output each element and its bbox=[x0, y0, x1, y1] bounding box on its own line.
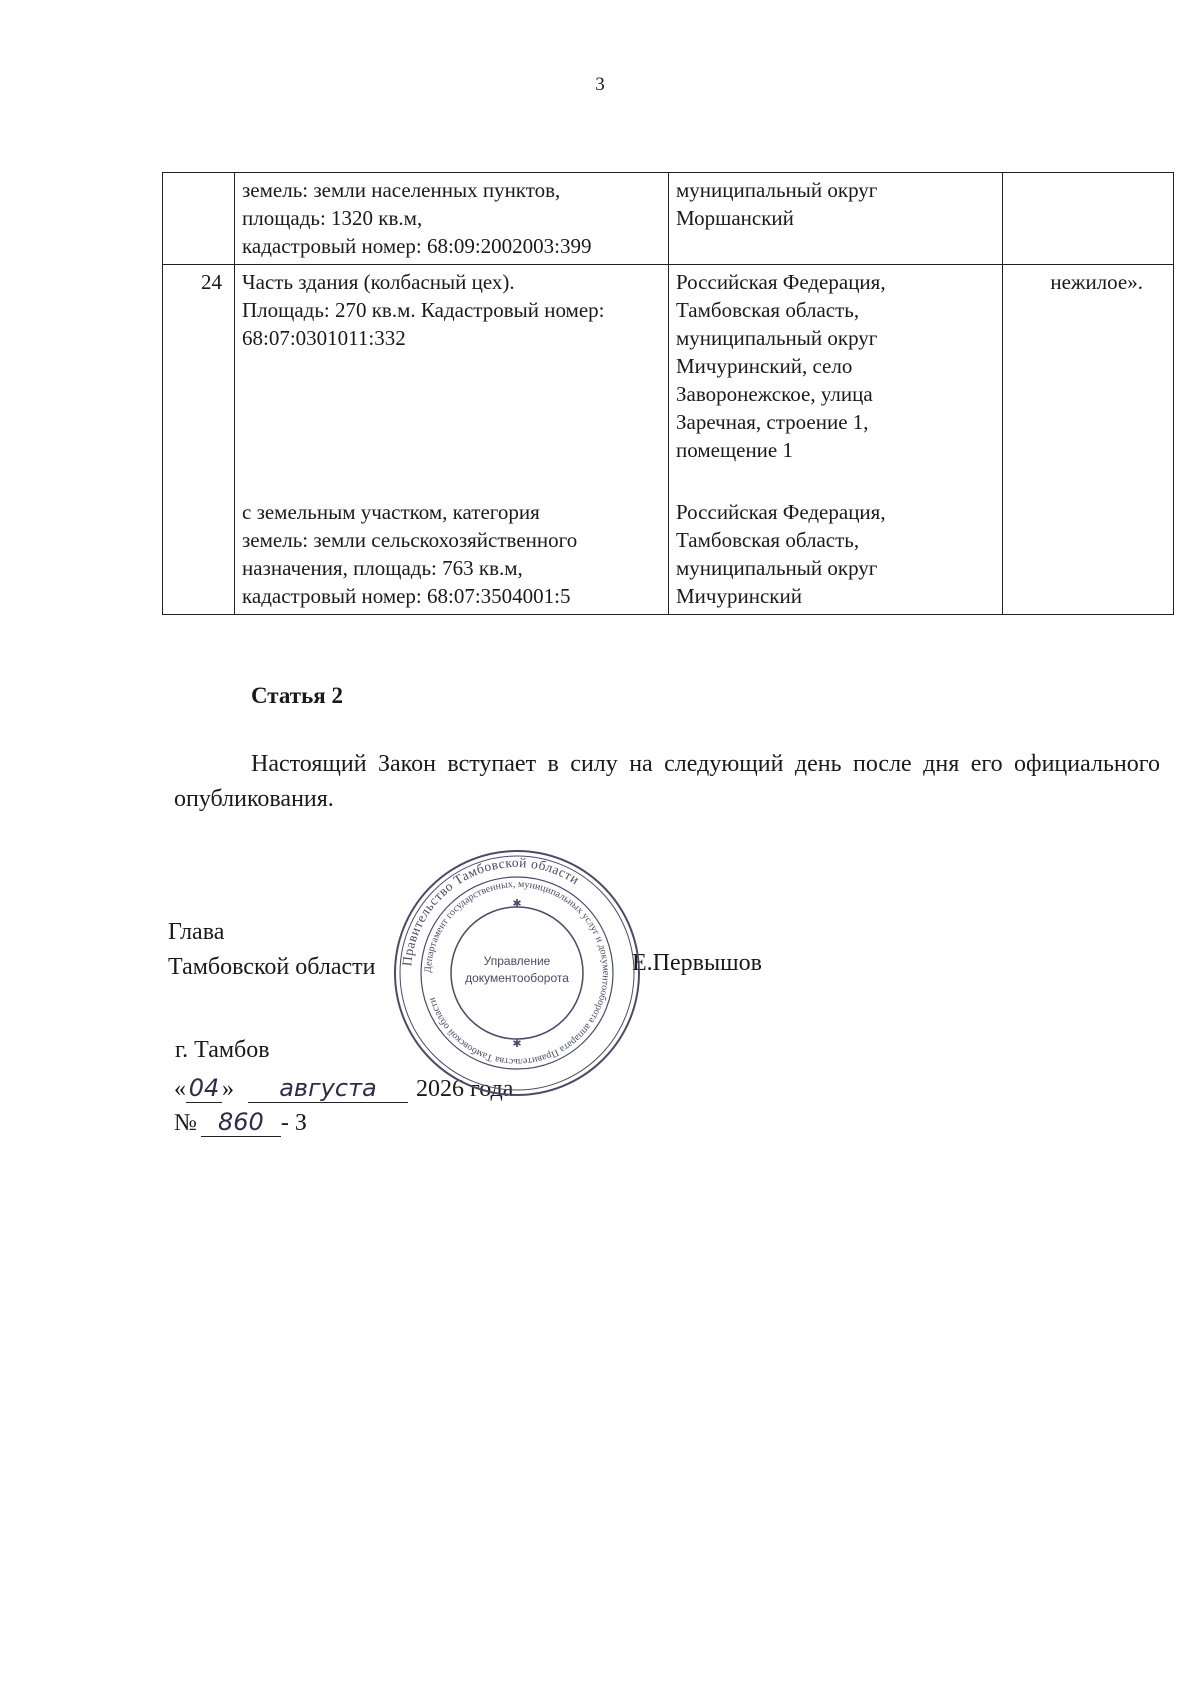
signer-title: Глава bbox=[168, 919, 225, 945]
table-row bbox=[163, 265, 1174, 615]
address-line: муниципальный округ bbox=[676, 326, 878, 350]
description-line: Площадь: 270 кв.м. Кадастровый номер: bbox=[242, 298, 605, 322]
official-stamp bbox=[392, 848, 642, 1098]
stamp-star-icon: ✱ bbox=[512, 898, 522, 910]
address-line: муниципальный округ bbox=[676, 556, 878, 580]
address-line: муниципальный округ bbox=[676, 178, 878, 202]
cell-object-type bbox=[1003, 173, 1174, 265]
address-line: Моршанский bbox=[676, 206, 794, 230]
article-text: Настоящий Закон вступает в силу на следующий день после дня его официального опубликования. bbox=[174, 751, 1160, 812]
spacer bbox=[242, 352, 662, 380]
number-sign: № bbox=[174, 1110, 197, 1136]
address-line: Мичуринский bbox=[676, 584, 802, 608]
description-line: земель: земли сельскохозяйственного bbox=[242, 528, 578, 552]
date-day: 04 bbox=[186, 1074, 222, 1103]
stamp-inner-text: Департамент государственных, муниципальных услуг и документооборота аппарата Правительства Тамбовской области bbox=[422, 878, 612, 1068]
table-row bbox=[163, 173, 1174, 265]
description-line: площадь: 1320 кв.м, bbox=[242, 206, 423, 230]
description-line: 68:07:0301011:332 bbox=[242, 326, 406, 350]
address-line: Заворонежское, улица bbox=[676, 382, 873, 406]
law-number bbox=[174, 1108, 307, 1137]
signer-region: Тамбовской области bbox=[168, 954, 376, 980]
spacer bbox=[242, 408, 662, 436]
date-open-quote: « bbox=[174, 1076, 186, 1102]
signature-position bbox=[168, 915, 375, 985]
law-number-value: 860 bbox=[201, 1108, 281, 1137]
address-line: Тамбовская область, bbox=[676, 528, 860, 552]
cell-number bbox=[163, 173, 235, 265]
stamp-star-icon-bottom: ✱ bbox=[512, 1038, 522, 1050]
stamp-outer-text: Правительство Тамбовской области bbox=[399, 854, 583, 967]
spacer bbox=[242, 380, 662, 408]
cell-number: 24 bbox=[163, 265, 235, 615]
address-line: Российская Федерация, bbox=[676, 270, 886, 294]
spacer bbox=[242, 436, 662, 464]
address-line: Мичуринский, село bbox=[676, 354, 853, 378]
address-line: Заречная, строение 1, bbox=[676, 410, 869, 434]
description-line: кадастровый номер: 68:09:2002003:399 bbox=[242, 234, 592, 258]
description-line: Часть здания (колбасный цех). bbox=[242, 270, 515, 294]
page-number: 3 bbox=[595, 74, 605, 95]
description-line: кадастровый номер: 68:07:3504001:5 bbox=[242, 584, 571, 608]
date-year: 2026 года bbox=[416, 1076, 514, 1102]
description-line: земель: земли населенных пунктов, bbox=[242, 178, 561, 202]
signer-name: Е.Первышов bbox=[632, 950, 762, 976]
cell-address bbox=[669, 173, 1003, 265]
date-close-quote: » bbox=[222, 1076, 234, 1102]
date-month: августа bbox=[248, 1074, 408, 1103]
place-of-signing: г. Тамбов bbox=[175, 1037, 270, 1063]
cell-address bbox=[669, 265, 1003, 615]
cell-description bbox=[235, 265, 669, 615]
cell-gap bbox=[242, 464, 662, 498]
property-table bbox=[162, 172, 1174, 615]
description-line: назначения, площадь: 763 кв.м, bbox=[242, 556, 523, 580]
cell-object-type: нежилое». bbox=[1003, 265, 1174, 615]
cell-gap bbox=[676, 464, 996, 498]
cell-description bbox=[235, 173, 669, 265]
address-line: Российская Федерация, bbox=[676, 500, 886, 524]
stamp-center-line1: Управление bbox=[483, 954, 551, 968]
address-line: помещение 1 bbox=[676, 438, 793, 462]
stamp-center-line2: документооборота bbox=[465, 971, 569, 985]
description-line: с земельным участком, категория bbox=[242, 500, 540, 524]
law-number-suffix: - З bbox=[280, 1110, 307, 1136]
article-title: Статья 2 bbox=[251, 683, 343, 708]
address-line: Тамбовская область, bbox=[676, 298, 860, 322]
